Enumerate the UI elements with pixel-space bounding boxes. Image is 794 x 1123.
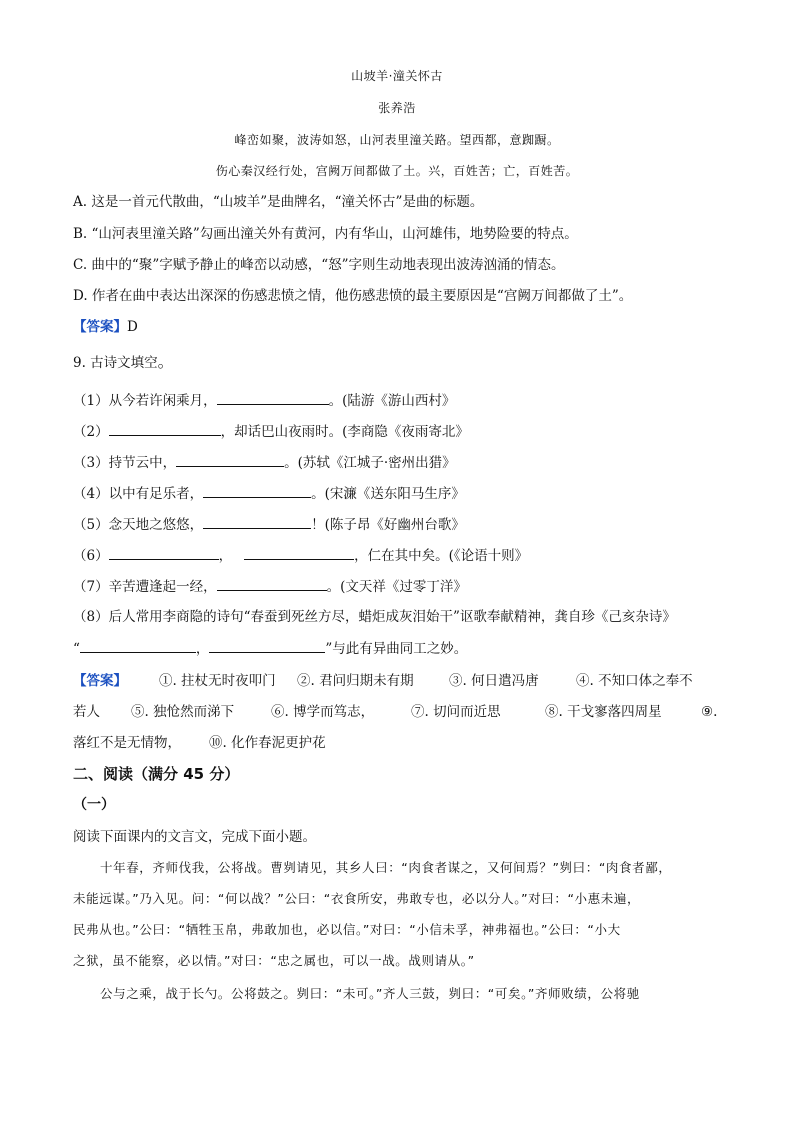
answer-tag: 【答案】 [73,673,127,689]
answer-blank[interactable] [244,545,354,560]
item-text: ，仁在其中矣。(《论语十则》 [354,548,529,564]
q8-answer [73,317,138,337]
item-text: （3）持节云中， [73,455,177,471]
answer-blank[interactable] [217,390,329,405]
answer-value: D [127,319,138,335]
answer-tag: 【答案】 [73,319,127,335]
fill-item-4 [73,483,465,504]
item-text: （2） [73,424,109,440]
fill-item-2 [73,421,469,442]
question-9-title: 9. 古诗文填空 [73,355,158,371]
answer-10: ⑩. 化作春泥更护花 [209,735,326,751]
fill-item-5 [73,514,465,535]
answer-2: ②. 君问归期未有期 [297,673,414,689]
answer-6: ⑥. 博学而笃志， [271,704,375,720]
item-text: （6） [73,548,109,564]
item-text: ， [195,641,210,657]
answer-7: ⑦. 切问而近思 [411,704,501,720]
fill-item-6 [73,545,528,566]
q9-answer-row-3 [73,733,326,753]
item-text: ”与此有异曲同工之妙。 [325,641,468,657]
answer-4-cont: 若人 [73,704,100,720]
item-text: （5）念天地之悠悠， [73,517,204,533]
question-9-heading [73,352,174,373]
answer-1: ①. 拄杖无时夜叩门 [159,673,276,689]
option-b: B. “山河表里潼关路”勾画出潼关外有黄河，内有华山，山河雄伟，地势险要的特点。 [73,226,578,242]
answer-4: ④. 不知口体之奉不 [576,673,693,689]
passage-line-4: 之狱，虽不能察，必以情。”对曰：“忠之属也，可以一战。战则请从。” [73,953,475,968]
item-text: 。(文天祥《过零丁洋》 [326,579,467,595]
reading-instruction: 阅读下面课内的文言文，完成下面小题。 [73,829,316,845]
answer-blank[interactable] [109,421,221,436]
item-text: ，却话巴山夜雨时。(李商隐《夜雨寄北》 [220,424,469,440]
item-text: ！(陈子昂《好幽州台歌》 [311,517,465,533]
answer-9: ⑨. [701,704,718,720]
passage-line-1: 十年春，齐师伐我，公将战。曹刿请见，其乡人曰：“肉食者谋之，又何间焉？”刿曰：“肉食者鄙， [100,860,672,875]
section-title: 二、阅读（满分 45 分） [73,765,240,783]
passage-line-2: 未能远谋。”乃入见。问：“何以战？”公曰：“衣食所安，弗敢专也，必以分人。”对曰：“小惠未遍， [73,891,641,906]
poem-line-2: 伤心秦汉经行处，宫阙万间都做了土。兴，百姓苦；亡，百姓苦。 [215,164,579,178]
option-c: C. 曲中的“聚”字赋予静止的峰峦以动感，“怒”字则生动地表现出波涛汹涌的情态。 [73,257,565,273]
q9-answer-row-2 [73,702,717,722]
option-a: A. 这是一首元代散曲，“山坡羊”是曲牌名，“潼关怀古”是曲的标题。 [73,194,484,210]
poem-author: 张养浩 [378,101,416,115]
passage-line-5: 公与之乘，战于长勺。公将鼓之。刿曰：“未可。”齐人三鼓，刿曰：“可矣。”齐师败绩，公将驰 [100,986,640,1001]
poem-line-1: 峰峦如聚，波涛如怒，山河表里潼关路。望西都，意踟蹰。 [234,133,560,147]
answer-blank[interactable] [203,483,311,498]
fill-item-1 [73,390,455,411]
q9-answer-row-1 [73,671,723,691]
item-text: “ [73,641,80,657]
item-text: 。(苏轼《江城子·密州出猎》 [284,455,456,471]
item-text: 。(宋濂《送东阳马生序》 [311,486,465,502]
passage-line-3: 民弗从也。”公曰：“牺牲玉帛，弗敢加也，必以信。”对曰：“小信未孚，神弗福也。”公曰：“小大 [73,922,621,937]
item-text: （1）从今若许闲乘月， [73,393,217,409]
answer-blank[interactable] [176,452,284,467]
answer-blank[interactable] [203,514,311,529]
subsection-title: （一） [73,797,115,813]
answer-blank[interactable] [209,638,325,653]
item-text: ， [218,548,233,564]
fill-item-3 [73,452,456,473]
heading-dot: 。 [157,352,174,371]
answer-8: ⑧. 干戈寥落四周星 [545,704,662,720]
answer-blank[interactable] [80,638,196,653]
fill-item-8-blanks [73,638,467,659]
item-text: （7）辛苦遭逢起一经， [73,579,217,595]
answer-9-cont: 落红不是无情物， [73,735,181,751]
answer-blank[interactable] [109,545,219,560]
answer-5: ⑤. 独怆然而涕下 [131,704,235,720]
answer-3: ③. 何日遣冯唐 [449,673,539,689]
option-d: D. 作者在曲中表达出深深的伤感悲愤之情，他伤感悲愤的最主要原因是“宫阙万间都做了土”。 [73,288,633,304]
item-text: 。(陆游《游山西村》 [328,393,456,409]
fill-item-8: （8）后人常用李商隐的诗句“春蚕到死丝方尽，蜡炬成灰泪始干”讴歌奉献精神，龚自珍《己亥杂诗》 [73,609,676,625]
answer-blank[interactable] [217,576,327,591]
fill-item-7 [73,576,467,597]
poem-title: 山坡羊·潼关怀古 [351,69,443,83]
item-text: （4）以中有足乐者， [73,486,204,502]
